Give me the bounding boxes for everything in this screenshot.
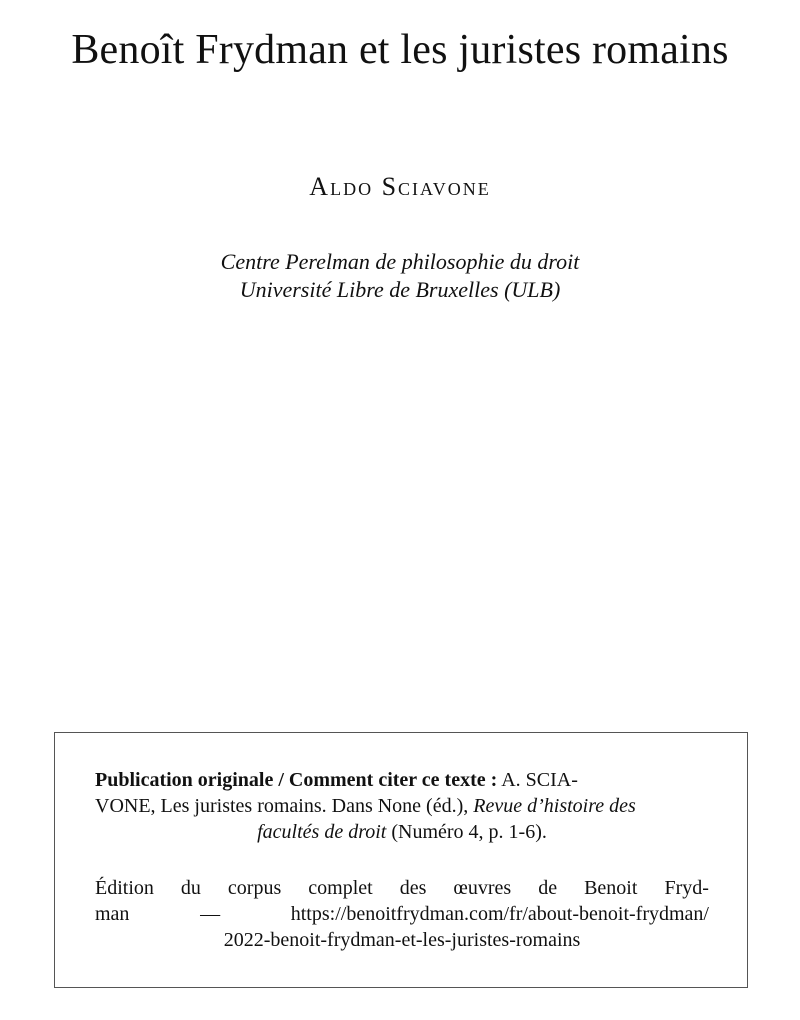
citation-line-1	[95, 767, 709, 793]
edition-word: des	[399, 877, 427, 899]
citation-line-3	[95, 819, 709, 845]
edition-word: corpus	[227, 877, 282, 899]
citation-issue: (Numéro 4, p. 1-6).	[391, 821, 547, 843]
edition-paragraph	[95, 875, 709, 953]
edition-line-2	[95, 901, 709, 927]
document-title: Benoît Frydman et les juristes romains	[71, 27, 729, 73]
affiliation-line-1: Centre Perelman de philosophie du droit	[220, 249, 580, 274]
edition-dash: —	[200, 903, 221, 925]
edition-word: de	[538, 877, 558, 899]
edition-url-part-1[interactable]: https://benoitfrydman.com/fr/about-benoit-frydman/	[290, 903, 709, 925]
citation-title-text: Les juristes romains. Dans None (éd.),	[160, 795, 469, 817]
citation-author-part-2: VONE,	[95, 795, 156, 817]
edition-word: man	[95, 903, 130, 925]
author-name: Aldo Sciavone	[309, 172, 491, 201]
citation-box	[54, 732, 748, 988]
edition-word: œuvres	[453, 877, 512, 899]
citation-journal-part-2: facultés de droit	[257, 821, 387, 843]
citation-label: Publication originale / Comment citer ce texte :	[95, 769, 498, 791]
affiliation	[0, 248, 800, 304]
citation-journal-part-1: Revue d’histoire des	[473, 795, 636, 817]
edition-word: Fryd-	[664, 877, 709, 899]
citation-author-part-1: A. SCIA-	[501, 769, 578, 791]
edition-word: Benoit	[584, 877, 638, 899]
edition-url-part-2[interactable]: 2022-benoit-frydman-et-les-juristes-romains	[223, 929, 581, 951]
citation-line-2	[95, 793, 709, 819]
affiliation-line-2: Université Libre de Bruxelles (ULB)	[239, 277, 561, 302]
edition-word: du	[180, 877, 201, 899]
edition-word: complet	[308, 877, 373, 899]
edition-line-1	[95, 875, 709, 901]
edition-word: Édition	[95, 877, 154, 899]
citation-paragraph	[95, 767, 709, 845]
